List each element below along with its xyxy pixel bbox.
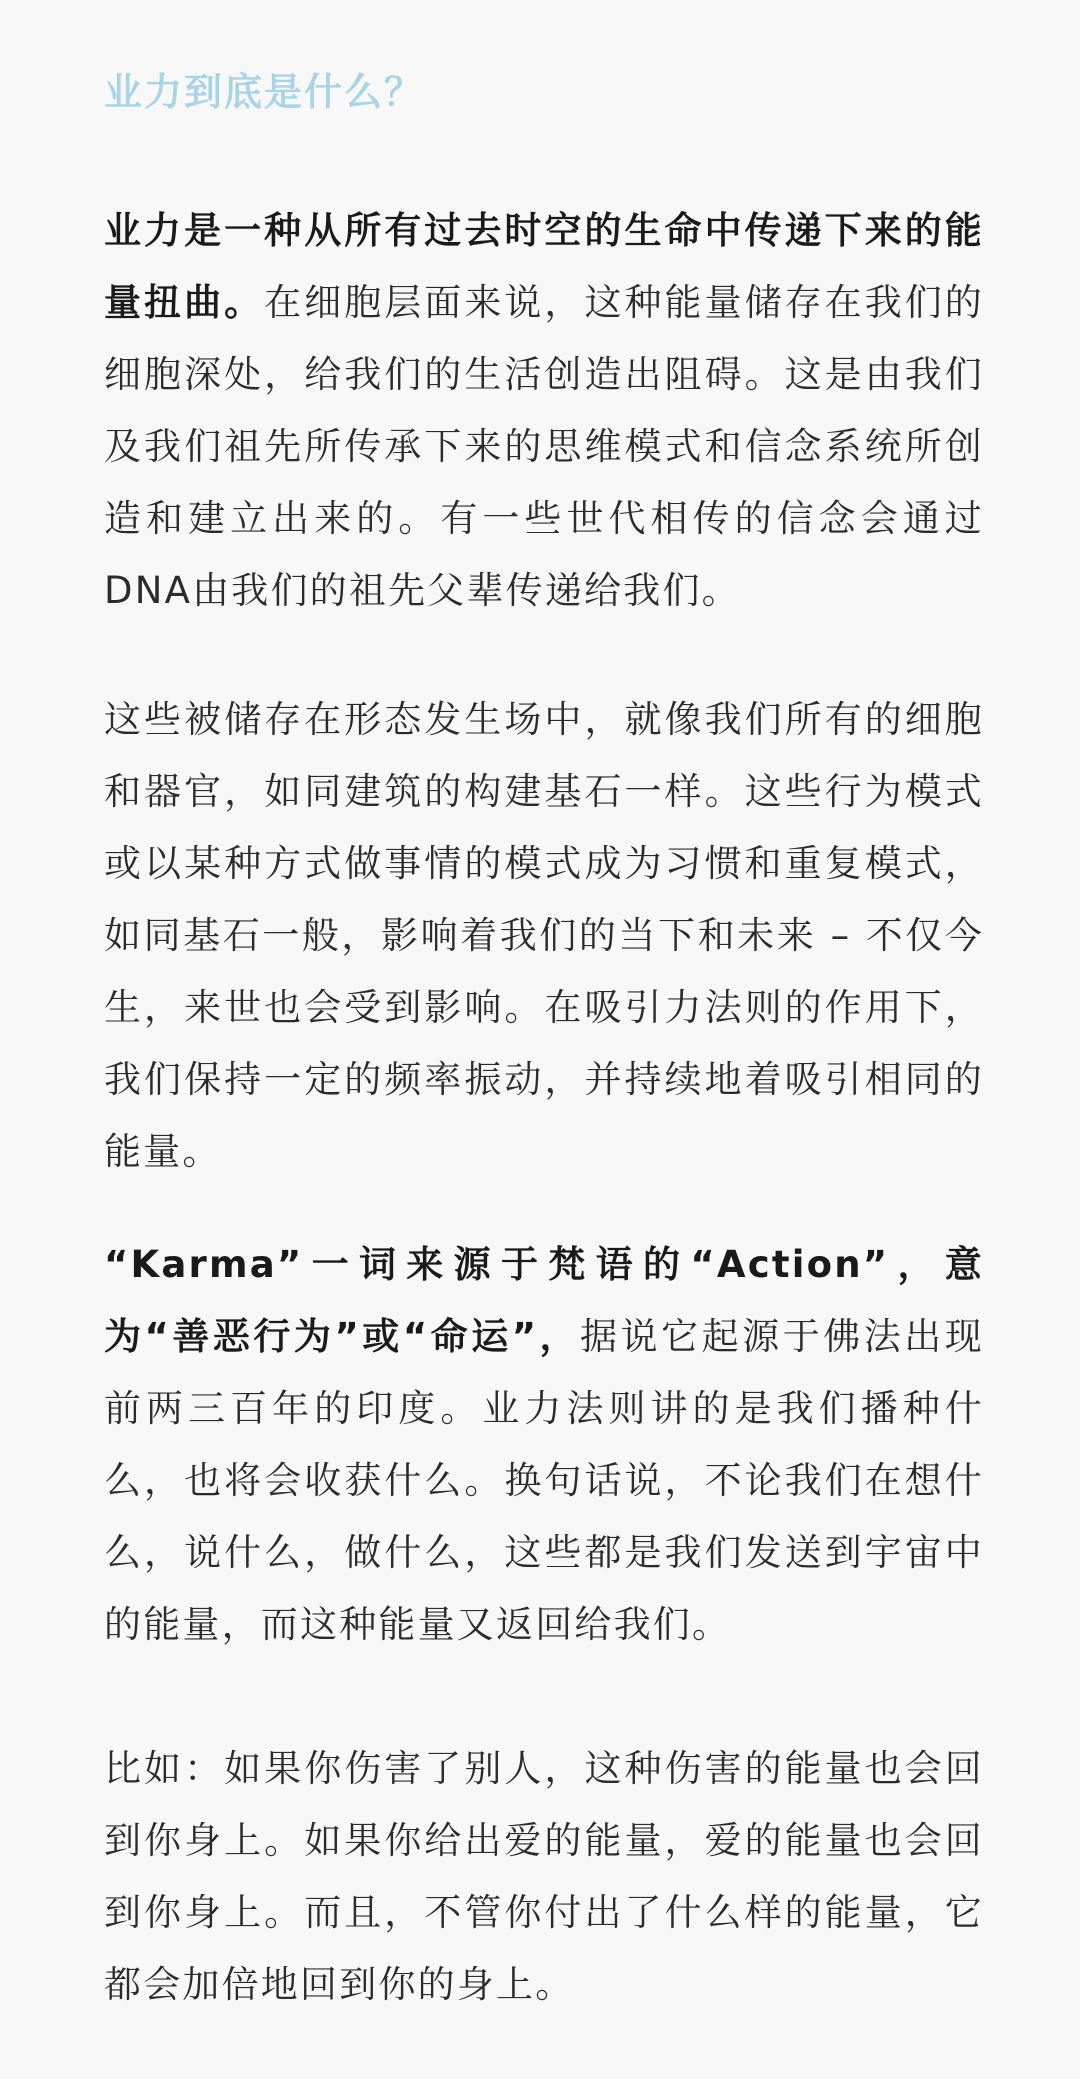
paragraph-text: 在细胞层面来说，这种能量储存在我们的细胞深处，给我们的生活创造出阻碍。这是由我们及我们祖先所传承下来的思维模式和信念系统所创造和建立出来的。有一些世代相传的信念会通过DNA由我们的祖先父辈传递给我们。	[104, 281, 984, 612]
paragraph-example	[104, 1733, 984, 2021]
paragraph-karma-etymology	[104, 1229, 984, 1661]
paragraph-text: 据说它起源于佛法出现前两三百年的印度。业力法则讲的是我们播种什么，也将会收获什么。换句话说，不论我们在想什么，说什么，做什么，这些都是我们发送到宇宙中的能量，而这种能量又返回给我们。	[104, 1315, 985, 1646]
paragraph-bold-lead: “Karma”一词来源于梵语的“Action”，意为“善恶行为”或“命运”，	[104, 1243, 984, 1358]
paragraph-text: 这些被储存在形态发生场中，就像我们所有的细胞和器官，如同建筑的构建基石一样。这些行为模式或以某种方式做事情的模式成为习惯和重复模式，如同基石一般，影响着我们的当下和未来 – 不仅今生，来世也会受到影响。在吸引力法则的作用下，我们保持一定的频率振动，并持续地着吸引相同的能量。	[104, 698, 984, 1173]
paragraph-text: 比如：如果你伤害了别人，这种伤害的能量也会回到你身上。如果你给出爱的能量，爱的能量也会回到你身上。而且，不管你付出了什么样的能量，它都会加倍地回到你的身上。	[104, 1747, 984, 2006]
paragraph-morphogenetic-field	[104, 684, 984, 1188]
paragraph-karma-definition	[104, 195, 984, 627]
paragraph-bold-lead: 业力是一种从所有过去时空的生命中传递下来的能量扭曲。	[104, 209, 984, 324]
article-heading: 业力到底是什么？	[104, 70, 425, 114]
